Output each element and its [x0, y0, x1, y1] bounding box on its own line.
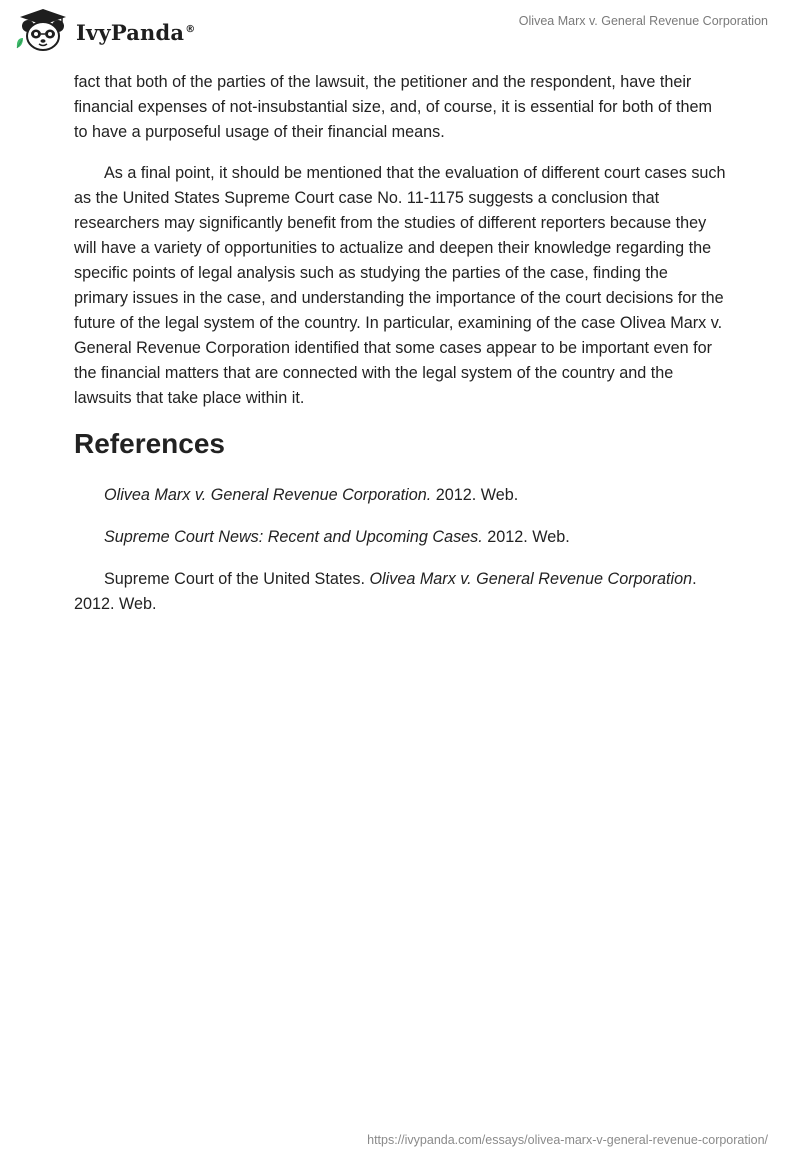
source-url-link[interactable]: https://ivypanda.com/essays/olivea-marx-v-general-revenue-corporation/ — [367, 1133, 768, 1147]
page-header — [0, 0, 800, 70]
reference-title: Olivea Marx v. General Revenue Corporation — [369, 570, 693, 588]
reference-title: Olivea Marx v. General Revenue Corporation. — [104, 486, 432, 504]
essay-body — [74, 70, 726, 634]
ivypanda-logo[interactable] — [14, 8, 195, 52]
reference-details: 2012. Web. — [431, 486, 519, 504]
document-title: Olivea Marx v. General Revenue Corporation — [518, 14, 768, 28]
references-heading: References — [74, 428, 225, 459]
reference-author: Supreme Court of the United States. — [104, 570, 370, 588]
panda-graduate-icon — [14, 8, 72, 52]
paragraph-continuation: fact that both of the parties of the lawsuit, the petitioner and the respondent, have their financial expenses of not-insubstantial size, and, of course, it is essential for both of them to have a purposeful usage of their financial means. — [74, 73, 712, 141]
reference-title: Supreme Court News: Recent and Upcoming Cases. — [104, 528, 483, 546]
reference-details: . 2012. Web. — [74, 570, 697, 613]
registered-mark: ® — [185, 23, 196, 35]
reference-item — [74, 483, 726, 508]
reference-details: 2012. Web. — [482, 528, 570, 546]
reference-item — [74, 567, 726, 617]
reference-item — [74, 525, 726, 550]
paragraph-conclusion: As a final point, it should be mentioned that the evaluation of different court cases such as the United States Supreme Court case No. 11-1175 suggests a conclusion that researchers may significantly benefit from the studies of different reporters because they will have a variety of opportunities to actualize and deepen their knowledge regarding the specific points of legal analysis such as studying the parties of the case, finding the primary issues in the case, and understanding the importance of the court decisions for the future of the legal system of the country. In particular, examining of the case Olivea Marx v. General Revenue Corporation identified that some cases appear to be important even for the financial matters that are connected with the legal system of the country and the lawsuits that take place within it. — [74, 164, 726, 407]
brand-name: IvyPanda® — [76, 19, 196, 45]
